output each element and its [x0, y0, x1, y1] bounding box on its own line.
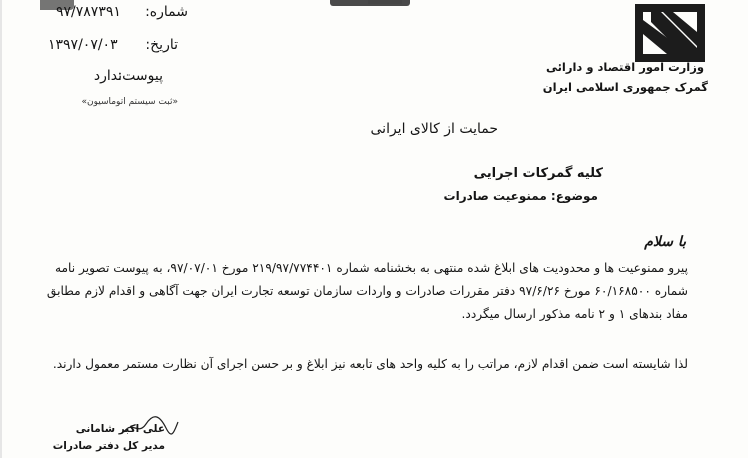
number-value: ۹۷/۷۸۷۳۹۱ — [56, 4, 121, 20]
customs-name: گمرک جمهوری اسلامی ایران — [542, 80, 708, 94]
number-label: شماره: — [145, 4, 188, 20]
scan-artifact — [368, 0, 402, 4]
signatory-name: علی اکبر شامانی — [75, 423, 165, 435]
date-value: ۱۳۹۷/۰۷/۰۳ — [48, 37, 118, 53]
body-line: شماره ۶۰/۱۶۸۵۰۰ مورخ ۹۷/۶/۲۶ دفتر مقررات صادرات و واردات سازمان توسعه تجارت ایران جهت آگاهی و اقدام لازم مطابق — [46, 284, 688, 298]
attachment-label: پیوست: — [117, 68, 163, 84]
date-label: تاریخ: — [145, 37, 178, 53]
signatory-title: مدیر کل دفتر صادرات — [52, 440, 165, 452]
subject-line: موضوع: ممنوعیت صادرات — [443, 189, 598, 203]
scan-edge — [0, 0, 2, 458]
body-line: لذا شایسته است ضمن اقدام لازم، مراتب را به کلیه واحد های تابعه نیز ابلاغ و بر حسن اجرای آن نظارت مستمر معمول دارند. — [52, 357, 688, 371]
body-line: پیرو ممنوعیت ها و محدودیت های ابلاغ شده منتهی به بخشنامه شماره ۲۱۹/۹۷/۷۷۴۴۰۱ مورخ ۹۷/۰۷/۰۱، به پیوست تصویر نامه — [54, 261, 688, 275]
slogan: حمایت از کالای ایرانی — [370, 121, 498, 137]
attachment-value: ندارد — [93, 68, 122, 84]
automation-note: «ثبت سیستم اتوماسیون» — [81, 97, 178, 107]
greeting: با سلام — [644, 234, 686, 250]
ministry-name: وزارت امور اقتصاد و دارائی — [545, 60, 704, 74]
body-line: مفاد بندهای ۱ و ۲ نامه مذکور ارسال میگردد. — [461, 307, 688, 321]
customs-logo-icon — [633, 2, 707, 64]
recipient: کلیه گمرکات اجرایی — [473, 166, 603, 181]
